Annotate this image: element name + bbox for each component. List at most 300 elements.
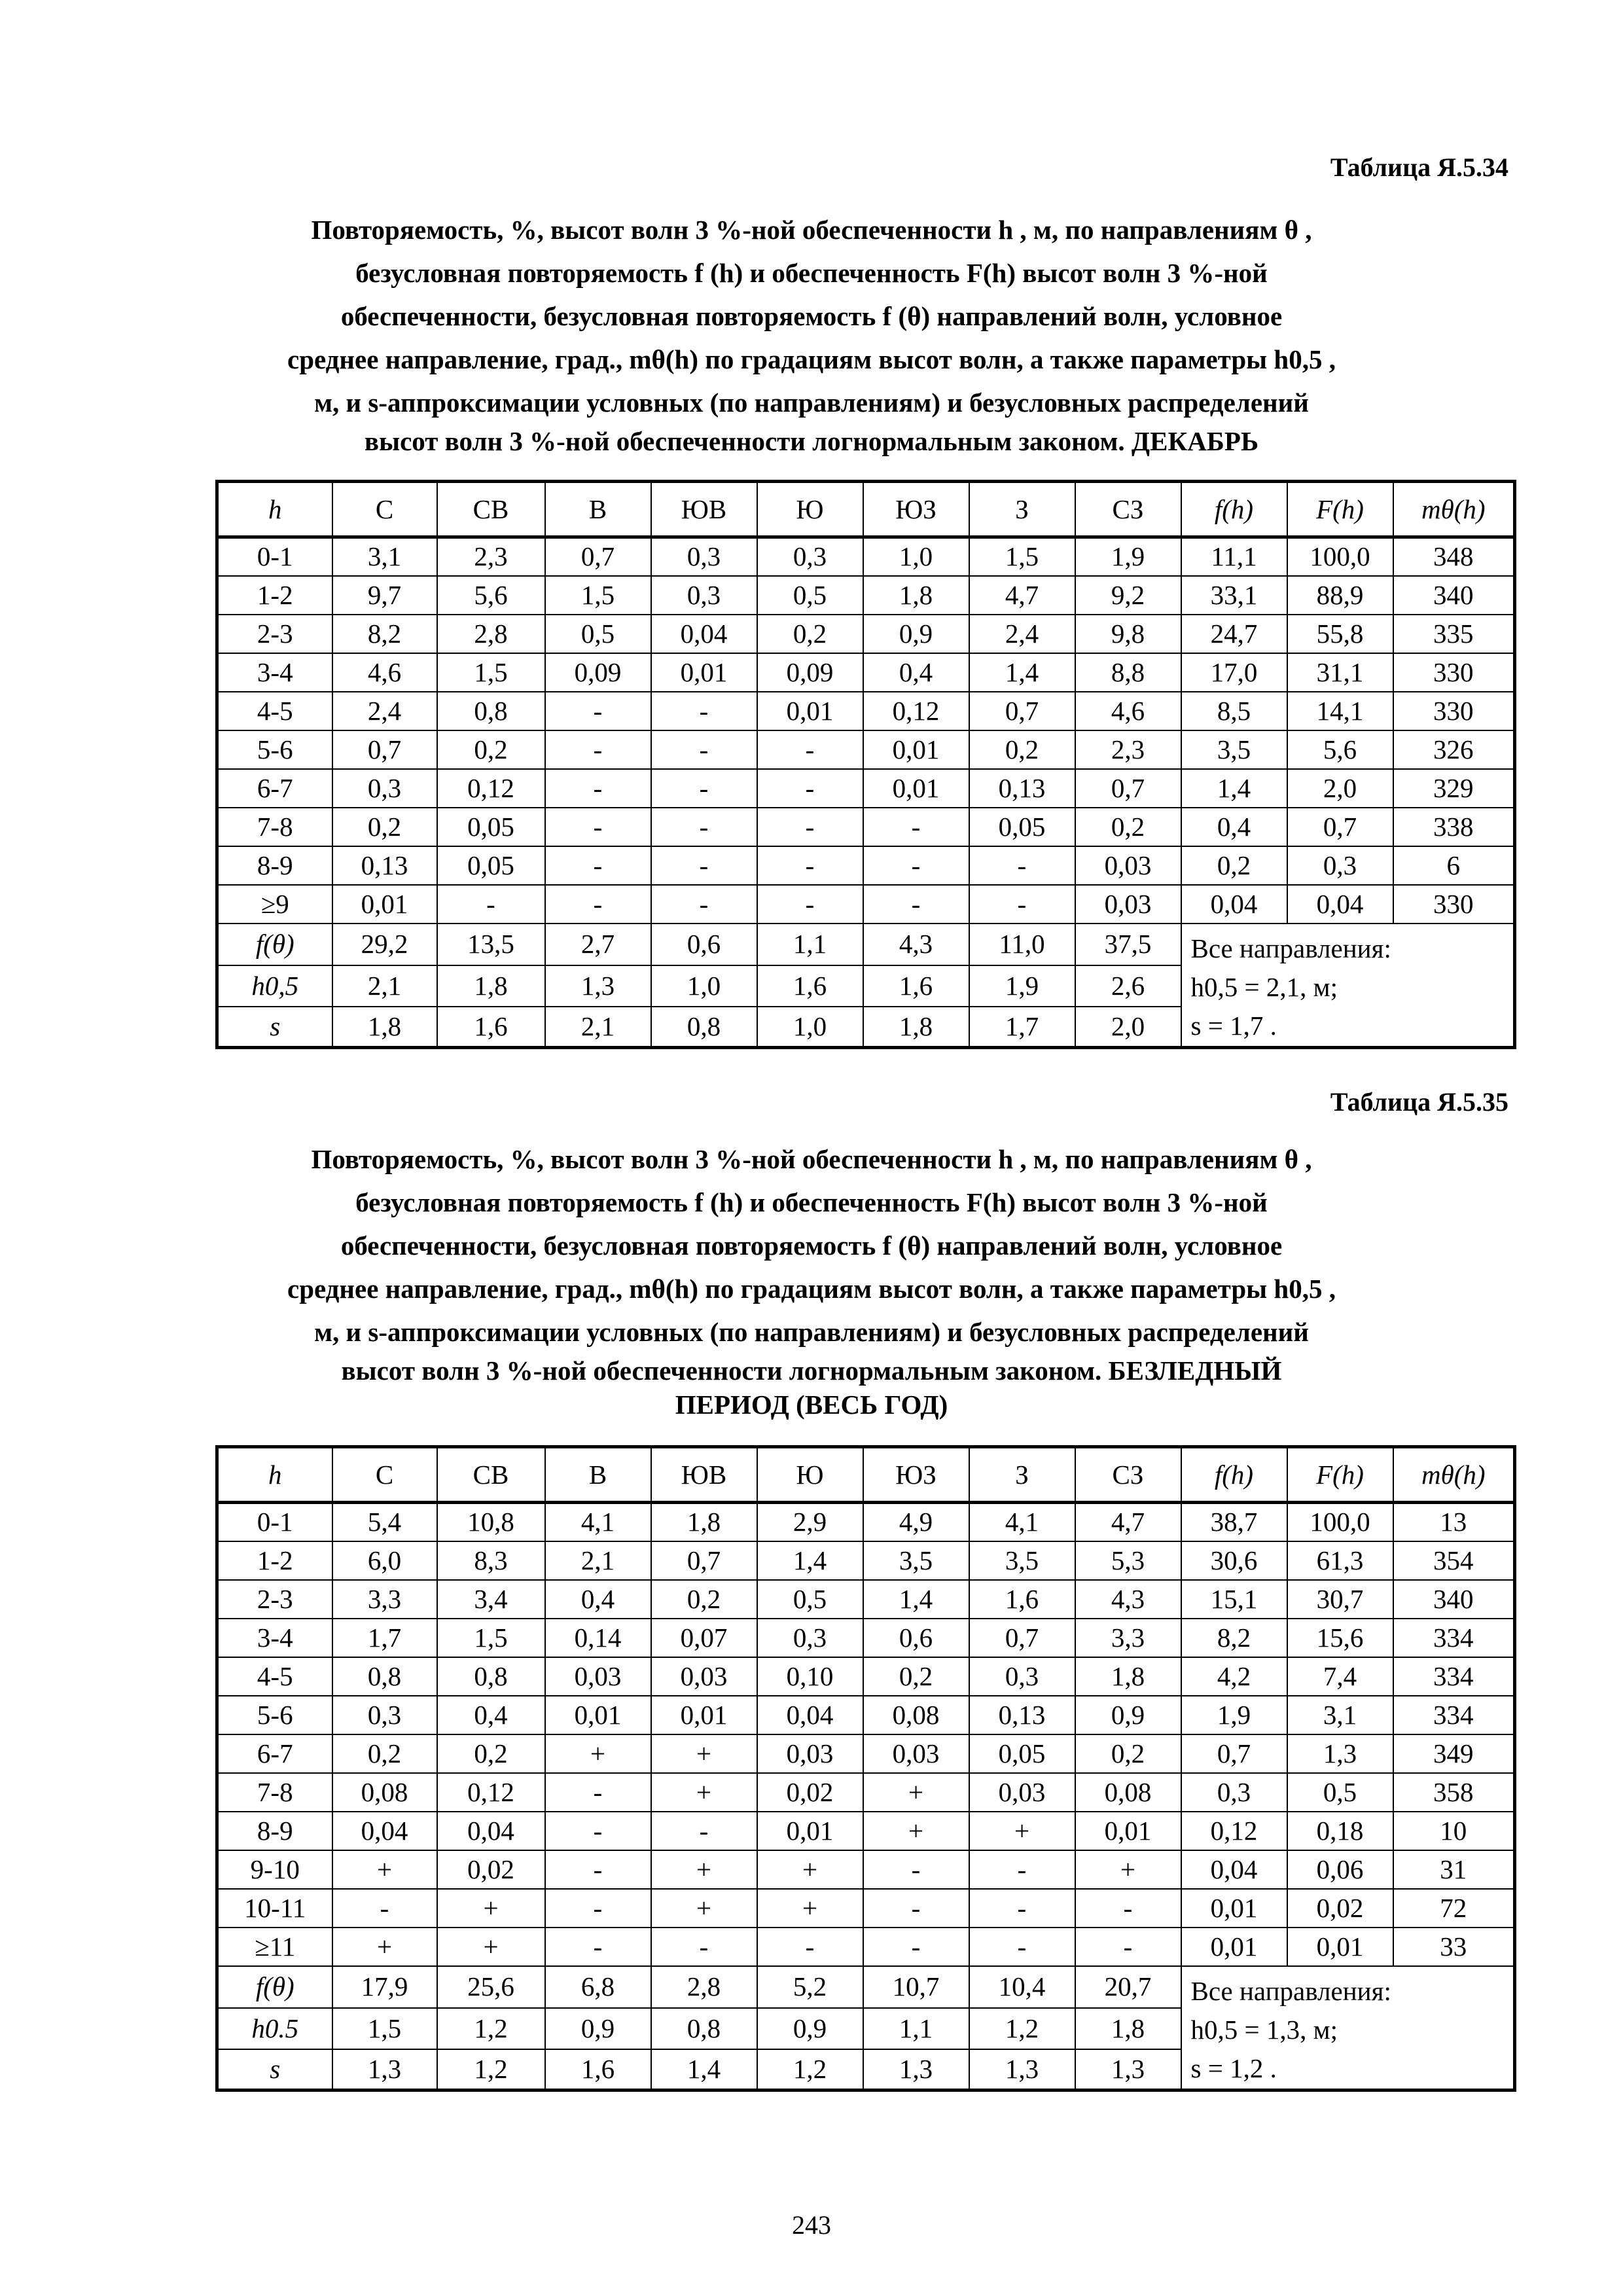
- table-cell: 0,2: [757, 615, 863, 653]
- table-cell: 0,6: [863, 1619, 969, 1657]
- table-cell: 326: [1393, 730, 1515, 769]
- table-cell: 8,3: [437, 1541, 545, 1580]
- table-cell: 0,01: [1287, 1928, 1393, 1966]
- table-cell: 3,5: [1181, 730, 1287, 769]
- column-header: СЗ: [1075, 1447, 1181, 1503]
- table-cell: +: [863, 1812, 969, 1850]
- table-cell: 0,02: [757, 1773, 863, 1812]
- table-cell: 4,7: [969, 576, 1075, 615]
- row-header-cell: 10-11: [217, 1889, 332, 1928]
- summary-cell: 0,8: [651, 1007, 757, 1048]
- table-cell: 0,05: [437, 846, 545, 885]
- summary-cell: 1,2: [437, 2008, 545, 2049]
- table-row: [217, 846, 1515, 885]
- all-directions-summary: [1181, 924, 1515, 1048]
- table-cell: 0,2: [332, 1734, 437, 1773]
- row-header-cell: ≥11: [217, 1928, 332, 1966]
- table-cell: 2,3: [437, 537, 545, 576]
- table-cell: 2,0: [1287, 769, 1393, 808]
- table-number-1: Таблица Я.5.34: [1330, 152, 1508, 182]
- table-cell: -: [757, 769, 863, 808]
- table-cell: 2,4: [332, 692, 437, 730]
- table-cell: 0,03: [545, 1657, 651, 1696]
- column-header: В: [545, 482, 651, 537]
- caption-line: безусловная повторяемость f (h) и обеспеченность F(h) высот волн 3 %-ной: [355, 258, 1268, 288]
- table-cell: 1,5: [969, 537, 1075, 576]
- row-header-cell: 5-6: [217, 730, 332, 769]
- summary-cell: 25,6: [437, 1966, 545, 2009]
- table-cell: -: [545, 1928, 651, 1966]
- table-cell: 11,1: [1181, 537, 1287, 576]
- summary-cell: 1,4: [651, 2049, 757, 2090]
- table-cell: 3,1: [1287, 1696, 1393, 1734]
- table-cell: 33: [1393, 1928, 1515, 1966]
- table-cell: -: [545, 769, 651, 808]
- summary-cell: 10,4: [969, 1966, 1075, 2009]
- table-cell: -: [757, 1928, 863, 1966]
- summary-cell: 1,1: [757, 924, 863, 966]
- table-cell: 0,2: [332, 808, 437, 846]
- table-cell: 0,3: [651, 576, 757, 615]
- table-cell: 0,04: [651, 615, 757, 653]
- table-cell: -: [651, 1928, 757, 1966]
- table-cell: 8,8: [1075, 653, 1181, 692]
- table-cell: -: [757, 808, 863, 846]
- caption-line: высот волн 3 %-ной обеспеченности логнормальным законом. ДЕКАБРЬ: [364, 426, 1259, 456]
- table-cell: 2,8: [437, 615, 545, 653]
- summary-cell: 1,6: [757, 965, 863, 1007]
- table-cell: 0,04: [1181, 1850, 1287, 1889]
- table-cell: +: [437, 1889, 545, 1928]
- table-cell: 14,1: [1287, 692, 1393, 730]
- column-header: ЮВ: [651, 482, 757, 537]
- table-cell: -: [545, 885, 651, 924]
- table-cell: 334: [1393, 1696, 1515, 1734]
- page-number: 243: [792, 2210, 831, 2240]
- table-row: [217, 1503, 1515, 1541]
- row-header-cell: ≥9: [217, 885, 332, 924]
- row-header-cell: 6-7: [217, 1734, 332, 1773]
- table-cell: 1,4: [757, 1541, 863, 1580]
- table-cell: 0,01: [1181, 1928, 1287, 1966]
- wave-table-ice-free: [215, 1445, 1516, 2092]
- table-cell: 1,4: [1181, 769, 1287, 808]
- all-directions-line: s = 1,2 .: [1190, 2053, 1277, 2084]
- table-cell: 31: [1393, 1850, 1515, 1889]
- caption-line: высот волн 3 %-ной обеспеченности логнормальным законом. БЕЗЛЕДНЫЙ: [341, 1355, 1282, 1386]
- row-header-cell: 0-1: [217, 1503, 332, 1541]
- table-cell: 0,5: [545, 615, 651, 653]
- table-cell: 0,7: [651, 1541, 757, 1580]
- table-cell: 0,7: [1075, 769, 1181, 808]
- summary-row: [217, 924, 1515, 966]
- table-cell: 3,5: [969, 1541, 1075, 1580]
- table-cell: 33,1: [1181, 576, 1287, 615]
- all-directions-line: h0,5 = 1,3, м;: [1190, 2014, 1338, 2045]
- column-header: ЮЗ: [863, 1447, 969, 1503]
- summary-cell: 1,3: [1075, 2049, 1181, 2090]
- column-header: С: [332, 482, 437, 537]
- table-row: [217, 1773, 1515, 1812]
- table-cell: 0,01: [757, 1812, 863, 1850]
- table-row: [217, 1541, 1515, 1580]
- table-cell: 5,6: [437, 576, 545, 615]
- summary-cell: 1,8: [437, 965, 545, 1007]
- row-header-cell: 2-3: [217, 615, 332, 653]
- table-cell: -: [757, 730, 863, 769]
- table-cell: 1,8: [863, 576, 969, 615]
- summary-cell: 0,9: [757, 2008, 863, 2049]
- summary-cell: 1,8: [1075, 2008, 1181, 2049]
- table-row: [217, 1734, 1515, 1773]
- table-cell: 0,02: [1287, 1889, 1393, 1928]
- table-cell: 0,05: [969, 808, 1075, 846]
- table-cell: -: [545, 846, 651, 885]
- summary-cell: 2,6: [1075, 965, 1181, 1007]
- summary-cell: 1,8: [332, 1007, 437, 1048]
- table-cell: 1,5: [437, 653, 545, 692]
- table-cell: 1,3: [1287, 1734, 1393, 1773]
- table-cell: 0,7: [969, 1619, 1075, 1657]
- table-cell: 0,5: [757, 1580, 863, 1619]
- summary-row: [217, 1966, 1515, 2009]
- summary-cell: 1,2: [757, 2049, 863, 2090]
- table-number-2: Таблица Я.5.35: [1330, 1087, 1508, 1117]
- table-cell: 329: [1393, 769, 1515, 808]
- table-cell: +: [545, 1734, 651, 1773]
- table-cell: -: [332, 1889, 437, 1928]
- table-cell: 349: [1393, 1734, 1515, 1773]
- row-header-cell: 1-2: [217, 576, 332, 615]
- summary-cell: 29,2: [332, 924, 437, 966]
- table-cell: -: [545, 808, 651, 846]
- all-directions-line: Все направления:: [1190, 933, 1391, 963]
- table-cell: -: [651, 846, 757, 885]
- table-cell: -: [545, 692, 651, 730]
- summary-cell: 6,8: [545, 1966, 651, 2009]
- row-header-cell: 3-4: [217, 1619, 332, 1657]
- table-cell: -: [863, 1928, 969, 1966]
- table-cell: 0,05: [437, 808, 545, 846]
- table-cell: -: [545, 1850, 651, 1889]
- caption-line: среднее направление, град., mθ(h) по градациям высот волн, а также параметры h0,5 ,: [287, 1274, 1336, 1304]
- table-cell: 8,2: [1181, 1619, 1287, 1657]
- table-cell: 0,12: [1181, 1812, 1287, 1850]
- summary-cell: 0,8: [651, 2008, 757, 2049]
- table-cell: 2,1: [545, 1541, 651, 1580]
- table-cell: 0,4: [437, 1696, 545, 1734]
- summary-cell: 1,1: [863, 2008, 969, 2049]
- summary-cell: 1,3: [545, 965, 651, 1007]
- table-cell: 15,6: [1287, 1619, 1393, 1657]
- table-cell: 0,7: [969, 692, 1075, 730]
- caption-line: ПЕРИОД (ВЕСЬ ГОД): [675, 1390, 948, 1420]
- table-cell: 0,9: [1075, 1696, 1181, 1734]
- table-caption-2: [196, 1138, 1427, 1422]
- table-cell: -: [545, 1773, 651, 1812]
- row-header-cell: 3-4: [217, 653, 332, 692]
- table-cell: 0,3: [1287, 846, 1393, 885]
- summary-label-cell: f(θ): [217, 1966, 332, 2009]
- table-cell: 4,7: [1075, 1503, 1181, 1541]
- table-cell: 3,3: [332, 1580, 437, 1619]
- table-row: [217, 769, 1515, 808]
- summary-cell: 1,2: [437, 2049, 545, 2090]
- table-cell: +: [651, 1889, 757, 1928]
- table-cell: 9,2: [1075, 576, 1181, 615]
- all-directions-line: s = 1,7 .: [1190, 1011, 1277, 1041]
- table-cell: +: [651, 1734, 757, 1773]
- table-cell: 100,0: [1287, 537, 1393, 576]
- table-cell: 0,03: [863, 1734, 969, 1773]
- table-cell: 1,6: [969, 1580, 1075, 1619]
- summary-cell: 4,3: [863, 924, 969, 966]
- table-cell: 1,7: [332, 1619, 437, 1657]
- table-cell: 0,8: [437, 1657, 545, 1696]
- table-cell: 1,9: [1181, 1696, 1287, 1734]
- table-row: [217, 1580, 1515, 1619]
- all-directions-line: Все направления:: [1190, 1975, 1391, 2006]
- table-cell: 8,5: [1181, 692, 1287, 730]
- table-cell: 88,9: [1287, 576, 1393, 615]
- all-directions-line: h0,5 = 2,1, м;: [1190, 971, 1338, 1002]
- table-row: [217, 1619, 1515, 1657]
- column-header: f(h): [1181, 1447, 1287, 1503]
- table-row: [217, 537, 1515, 576]
- caption-line: Повторяемость, %, высот волн 3 %-ной обеспеченности h , м, по направлениям θ ,: [311, 215, 1312, 245]
- table-cell: +: [1075, 1850, 1181, 1889]
- table-cell: +: [757, 1889, 863, 1928]
- table-cell: -: [863, 1889, 969, 1928]
- table-cell: 340: [1393, 576, 1515, 615]
- table-cell: 1,8: [1075, 1657, 1181, 1696]
- column-header: З: [969, 482, 1075, 537]
- table-cell: 0,12: [437, 1773, 545, 1812]
- summary-cell: 1,6: [545, 2049, 651, 2090]
- table-row: [217, 730, 1515, 769]
- table-cell: 0,3: [969, 1657, 1075, 1696]
- table-cell: 1,9: [1075, 537, 1181, 576]
- table-cell: 0,4: [545, 1580, 651, 1619]
- table-cell: 3,1: [332, 537, 437, 576]
- summary-cell: 0,9: [545, 2008, 651, 2049]
- table-cell: 0,03: [1075, 846, 1181, 885]
- table-cell: 3,5: [863, 1541, 969, 1580]
- table-cell: 0,01: [1181, 1889, 1287, 1928]
- column-header: mθ(h): [1393, 1447, 1515, 1503]
- summary-cell: 10,7: [863, 1966, 969, 2009]
- table-cell: -: [863, 846, 969, 885]
- column-header: ЮЗ: [863, 482, 969, 537]
- table-cell: 0,02: [437, 1850, 545, 1889]
- summary-cell: 13,5: [437, 924, 545, 966]
- table-cell: -: [863, 808, 969, 846]
- table-cell: 0,14: [545, 1619, 651, 1657]
- table-cell: 2,3: [1075, 730, 1181, 769]
- wave-table-december: [215, 480, 1516, 1049]
- table-cell: 0,01: [1075, 1812, 1181, 1850]
- table-cell: 7,4: [1287, 1657, 1393, 1696]
- summary-cell: 2,7: [545, 924, 651, 966]
- table-cell: 4,2: [1181, 1657, 1287, 1696]
- table-cell: +: [651, 1850, 757, 1889]
- table-cell: 330: [1393, 885, 1515, 924]
- table-cell: 9,7: [332, 576, 437, 615]
- table-cell: -: [545, 1889, 651, 1928]
- table-cell: 100,0: [1287, 1503, 1393, 1541]
- table-cell: 0,7: [1287, 808, 1393, 846]
- table-cell: +: [969, 1812, 1075, 1850]
- table-cell: 55,8: [1287, 615, 1393, 653]
- table-row: [217, 1928, 1515, 1966]
- row-header-cell: 4-5: [217, 692, 332, 730]
- table-cell: 2,4: [969, 615, 1075, 653]
- table-cell: 0,3: [651, 537, 757, 576]
- table-cell: 4,1: [545, 1503, 651, 1541]
- column-header: mθ(h): [1393, 482, 1515, 537]
- table-cell: 0,04: [757, 1696, 863, 1734]
- table-cell: 0,2: [651, 1580, 757, 1619]
- table-cell: 348: [1393, 537, 1515, 576]
- all-directions-summary: [1181, 1966, 1515, 2090]
- table-cell: 0,10: [757, 1657, 863, 1696]
- summary-cell: 1,9: [969, 965, 1075, 1007]
- table-cell: -: [651, 808, 757, 846]
- table-cell: 0,07: [651, 1619, 757, 1657]
- table-cell: 0,08: [863, 1696, 969, 1734]
- column-header: СЗ: [1075, 482, 1181, 537]
- caption-line: м, и s-аппроксимации условных (по направлениям) и безусловных распределений: [314, 387, 1309, 418]
- table-row: [217, 885, 1515, 924]
- table-cell: 330: [1393, 653, 1515, 692]
- summary-cell: 0,6: [651, 924, 757, 966]
- summary-cell: 5,2: [757, 1966, 863, 2009]
- summary-cell: 1,6: [437, 1007, 545, 1048]
- table-cell: 1,4: [863, 1580, 969, 1619]
- table-cell: 0,5: [757, 576, 863, 615]
- summary-cell: 2,8: [651, 1966, 757, 2009]
- table-cell: 0,03: [969, 1773, 1075, 1812]
- table-row: [217, 1850, 1515, 1889]
- summary-cell: 11,0: [969, 924, 1075, 966]
- table-cell: 0,2: [863, 1657, 969, 1696]
- column-header: ЮВ: [651, 1447, 757, 1503]
- table-cell: 0,2: [1181, 846, 1287, 885]
- table-cell: 0,8: [332, 1657, 437, 1696]
- table-cell: 0,09: [757, 653, 863, 692]
- table-cell: 0,04: [1181, 885, 1287, 924]
- summary-label-cell: s: [217, 1007, 332, 1048]
- summary-cell: 1,7: [969, 1007, 1075, 1048]
- table-cell: 0,7: [332, 730, 437, 769]
- summary-cell: 1,0: [757, 1007, 863, 1048]
- summary-cell: 1,5: [332, 2008, 437, 2049]
- row-header-cell: 2-3: [217, 1580, 332, 1619]
- table-cell: 0,8: [437, 692, 545, 730]
- table-cell: -: [863, 885, 969, 924]
- table-caption-1: [196, 208, 1427, 458]
- column-header: h: [217, 482, 332, 537]
- column-header: F(h): [1287, 482, 1393, 537]
- table-cell: 330: [1393, 692, 1515, 730]
- table-cell: +: [332, 1850, 437, 1889]
- caption-line: обеспеченности, безусловная повторяемость f (θ) направлений волн, условное: [340, 301, 1283, 331]
- summary-label-cell: f(θ): [217, 924, 332, 966]
- table-cell: 0,12: [863, 692, 969, 730]
- summary-cell: 2,1: [545, 1007, 651, 1048]
- table-cell: -: [969, 846, 1075, 885]
- table-cell: 2,9: [757, 1503, 863, 1541]
- table-cell: +: [863, 1773, 969, 1812]
- table-cell: 30,7: [1287, 1580, 1393, 1619]
- table-cell: 0,01: [332, 885, 437, 924]
- table-cell: 0,18: [1287, 1812, 1393, 1850]
- table-cell: 0,3: [332, 1696, 437, 1734]
- table-cell: 0,2: [1075, 1734, 1181, 1773]
- table-cell: 3,3: [1075, 1619, 1181, 1657]
- table-cell: -: [757, 885, 863, 924]
- table-cell: 5,6: [1287, 730, 1393, 769]
- table-cell: 31,1: [1287, 653, 1393, 692]
- table-cell: -: [437, 885, 545, 924]
- table-cell: 1,5: [545, 576, 651, 615]
- table-cell: 17,0: [1181, 653, 1287, 692]
- table-row: [217, 576, 1515, 615]
- row-header-cell: 8-9: [217, 1812, 332, 1850]
- table-cell: +: [437, 1928, 545, 1966]
- table-cell: -: [545, 730, 651, 769]
- table-cell: -: [969, 885, 1075, 924]
- table-cell: 354: [1393, 1541, 1515, 1580]
- table-cell: 15,1: [1181, 1580, 1287, 1619]
- table-cell: 0,2: [437, 730, 545, 769]
- caption-line: Повторяемость, %, высот волн 3 %-ной обеспеченности h , м, по направлениям θ ,: [311, 1144, 1312, 1174]
- table-cell: 38,7: [1181, 1503, 1287, 1541]
- table-row: [217, 808, 1515, 846]
- table-cell: 0,01: [545, 1696, 651, 1734]
- table-cell: 0,04: [332, 1812, 437, 1850]
- table-cell: 5,4: [332, 1503, 437, 1541]
- table-row: [217, 692, 1515, 730]
- caption-line: безусловная повторяемость f (h) и обеспеченность F(h) высот волн 3 %-ной: [355, 1187, 1268, 1217]
- table-cell: 4,6: [332, 653, 437, 692]
- table-row: [217, 615, 1515, 653]
- table-cell: 0,01: [651, 653, 757, 692]
- summary-cell: 1,3: [969, 2049, 1075, 2090]
- table-cell: 0,03: [651, 1657, 757, 1696]
- column-header: F(h): [1287, 1447, 1393, 1503]
- summary-cell: 20,7: [1075, 1966, 1181, 2009]
- table-cell: 0,2: [1075, 808, 1181, 846]
- table-cell: 4,1: [969, 1503, 1075, 1541]
- table-cell: -: [1075, 1889, 1181, 1928]
- row-header-cell: 9-10: [217, 1850, 332, 1889]
- summary-cell: 1,6: [863, 965, 969, 1007]
- table-cell: +: [757, 1850, 863, 1889]
- summary-cell: 1,2: [969, 2008, 1075, 2049]
- table-cell: 0,01: [757, 692, 863, 730]
- column-header: СВ: [437, 482, 545, 537]
- table-cell: 4,3: [1075, 1580, 1181, 1619]
- column-header: В: [545, 1447, 651, 1503]
- table-cell: 0,04: [1287, 885, 1393, 924]
- caption-line: м, и s-аппроксимации условных (по направлениям) и безусловных распределений: [314, 1317, 1309, 1347]
- table-cell: 0,4: [1181, 808, 1287, 846]
- column-header: Ю: [757, 1447, 863, 1503]
- table-cell: 0,01: [863, 769, 969, 808]
- table-cell: 358: [1393, 1773, 1515, 1812]
- summary-cell: 1,3: [863, 2049, 969, 2090]
